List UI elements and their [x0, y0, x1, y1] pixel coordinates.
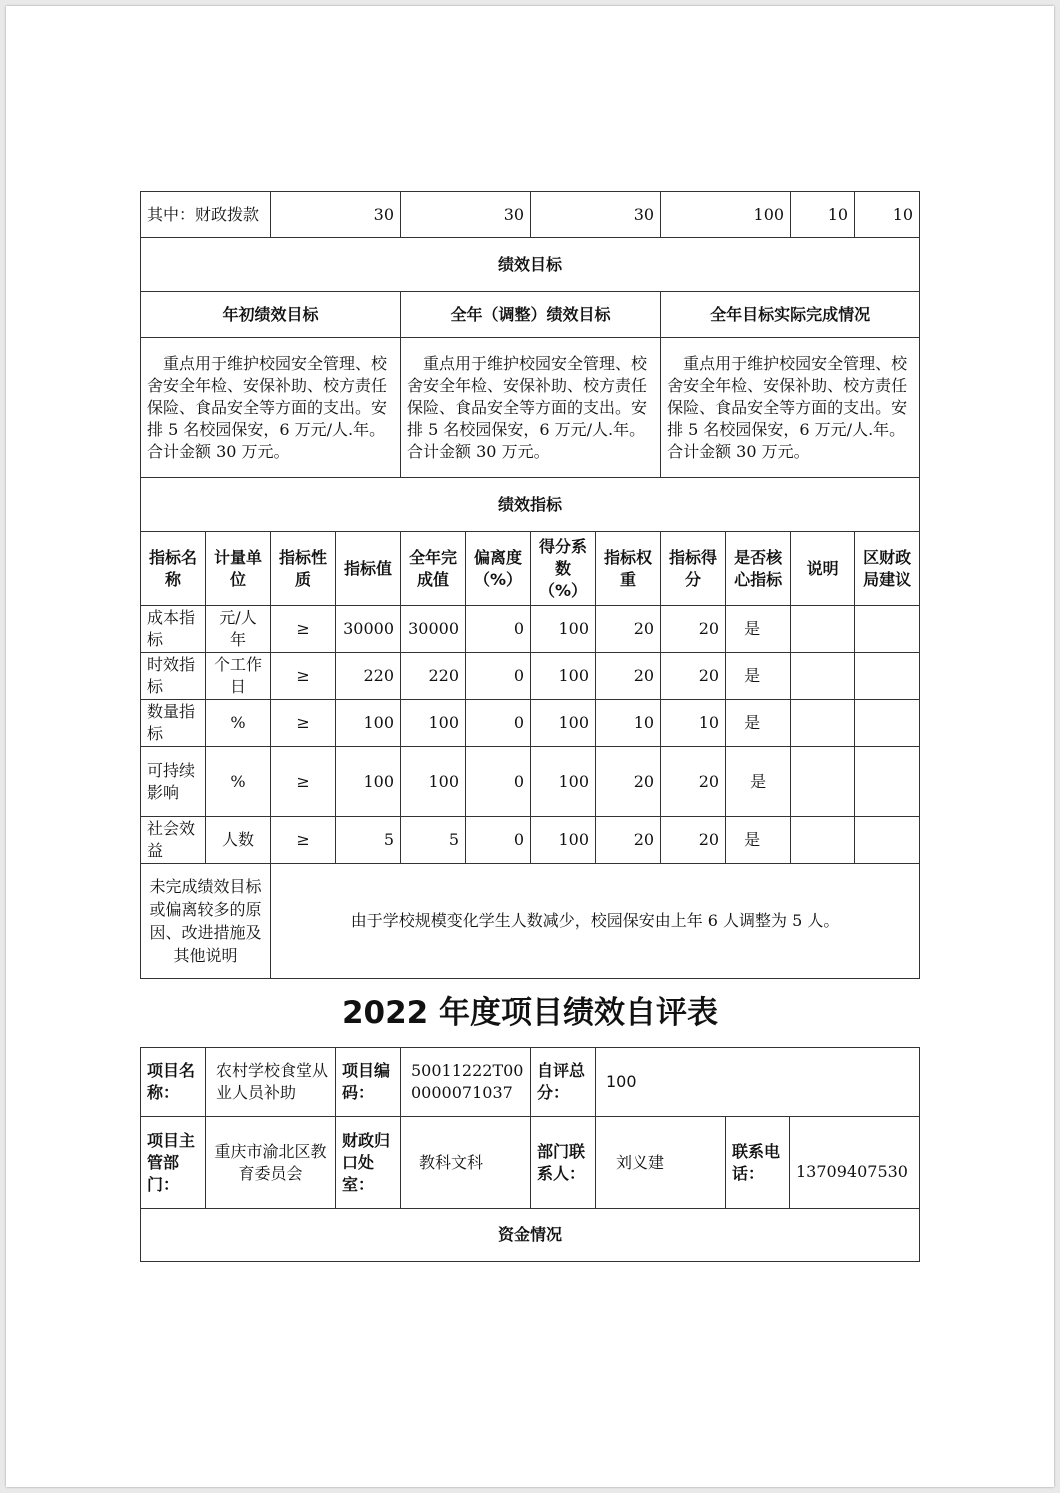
explanation-text: 由于学校规模变化学生人数减少，校园保安由上年 6 人调整为 5 人。 — [271, 864, 920, 979]
section-title-goals: 绩效目标 — [141, 238, 920, 292]
indicator-completed: 5 — [401, 817, 466, 864]
indicator-completed: 100 — [401, 700, 466, 747]
table-row — [141, 700, 920, 747]
indicator-note — [791, 606, 855, 653]
indicator-unit: 个工作日 — [206, 653, 271, 700]
indicator-suggestion — [855, 606, 920, 653]
indicator-header: 指标值 — [336, 532, 401, 606]
goal-text: 重点用于维护校园安全管理、校舍安全年检、安保补助、校方责任保险、食品安全等方面的支出。安排 5 名校园保安，6 万元/人.年。合计金额 30 万元。 — [141, 338, 401, 478]
indicator-deviation: 0 — [466, 653, 531, 700]
indicator-deviation: 0 — [466, 700, 531, 747]
contact-label: 部门联系人： — [531, 1117, 596, 1209]
indicator-unit: 元/人年 — [206, 606, 271, 653]
office-value: 教科文科 — [401, 1117, 531, 1209]
goal-text: 重点用于维护校园安全管理、校舍安全年检、安保补助、校方责任保险、食品安全等方面的支出。安排 5 名校园保安，6 万元/人.年。合计金额 30 万元。 — [661, 338, 920, 478]
dept-label: 项目主管部门： — [141, 1117, 206, 1209]
indicator-score: 20 — [661, 653, 726, 700]
indicator-score: 20 — [661, 747, 726, 817]
indicator-suggestion — [855, 700, 920, 747]
project-name-value: 农村学校食堂从业人员补助 — [206, 1048, 336, 1117]
indicator-nature: ≥ — [271, 700, 336, 747]
indicator-score: 10 — [661, 700, 726, 747]
funding-value: 100 — [661, 192, 791, 238]
indicator-value: 220 — [336, 653, 401, 700]
indicator-deviation: 0 — [466, 747, 531, 817]
indicator-name: 时效指标 — [141, 653, 206, 700]
indicator-note — [791, 747, 855, 817]
explanation-label: 未完成绩效目标或偏离较多的原因、改进措施及其他说明 — [141, 864, 271, 979]
indicator-nature: ≥ — [271, 653, 336, 700]
indicator-nature: ≥ — [271, 747, 336, 817]
table-row — [141, 606, 920, 653]
indicator-suggestion — [855, 817, 920, 864]
funding-value: 10 — [855, 192, 920, 238]
indicator-note — [791, 700, 855, 747]
funding-value: 30 — [531, 192, 661, 238]
indicator-suggestion — [855, 653, 920, 700]
table-row — [141, 817, 920, 864]
indicator-unit: 人数 — [206, 817, 271, 864]
section-title-indicators: 绩效指标 — [141, 478, 920, 532]
indicator-coefficient: 100 — [531, 653, 596, 700]
indicator-core: 是 — [726, 817, 791, 864]
funding-value: 10 — [791, 192, 855, 238]
indicator-header: 指标权重 — [596, 532, 661, 606]
project-code-label: 项目编码： — [336, 1048, 401, 1117]
funding-value: 30 — [401, 192, 531, 238]
indicator-header: 得分系数（%） — [531, 532, 596, 606]
indicator-header: 全年完成值 — [401, 532, 466, 606]
indicator-completed: 100 — [401, 747, 466, 817]
indicator-note — [791, 817, 855, 864]
indicator-header: 是否核心指标 — [726, 532, 791, 606]
funding-label: 其中：财政拨款 — [141, 192, 271, 238]
indicator-core: 是 — [726, 653, 791, 700]
funding-value: 30 — [271, 192, 401, 238]
goal-header: 年初绩效目标 — [141, 292, 401, 338]
indicator-score: 20 — [661, 817, 726, 864]
indicator-weight: 20 — [596, 653, 661, 700]
goal-header: 全年（调整）绩效目标 — [401, 292, 661, 338]
indicator-score: 20 — [661, 606, 726, 653]
indicator-value: 30000 — [336, 606, 401, 653]
indicator-weight: 20 — [596, 817, 661, 864]
self-score-label: 自评总分： — [531, 1048, 596, 1117]
indicator-header-row — [141, 532, 920, 606]
office-label: 财政归口处室： — [336, 1117, 401, 1209]
indicator-core: 是 — [726, 606, 791, 653]
indicator-coefficient: 100 — [531, 747, 596, 817]
indicator-nature: ≥ — [271, 817, 336, 864]
phone-value: 13709407530 — [790, 1117, 920, 1209]
indicator-coefficient: 100 — [531, 817, 596, 864]
indicator-deviation: 0 — [466, 606, 531, 653]
indicator-header: 指标名称 — [141, 532, 206, 606]
indicator-header: 偏离度（%） — [466, 532, 531, 606]
indicator-value: 100 — [336, 700, 401, 747]
indicator-name: 可持续影响 — [141, 747, 206, 817]
indicator-suggestion — [855, 747, 920, 817]
performance-table — [140, 191, 920, 979]
dept-value: 重庆市渝北区教育委员会 — [206, 1117, 336, 1209]
goal-text: 重点用于维护校园安全管理、校舍安全年检、安保补助、校方责任保险、食品安全等方面的支出。安排 5 名校园保安，6 万元/人.年。合计金额 30 万元。 — [401, 338, 661, 478]
indicator-note — [791, 653, 855, 700]
indicator-deviation: 0 — [466, 817, 531, 864]
indicator-completed: 30000 — [401, 606, 466, 653]
indicator-value: 5 — [336, 817, 401, 864]
indicator-completed: 220 — [401, 653, 466, 700]
self-score-value: 100 — [596, 1048, 920, 1117]
indicator-core: 是 — [726, 700, 791, 747]
indicator-weight: 20 — [596, 747, 661, 817]
indicator-weight: 20 — [596, 606, 661, 653]
section-title-funds: 资金情况 — [141, 1209, 920, 1262]
indicator-header: 区财政局建议 — [855, 532, 920, 606]
indicator-coefficient: 100 — [531, 606, 596, 653]
funding-row — [141, 192, 920, 238]
project-code-value: 50011222T000000071037 — [401, 1048, 531, 1117]
indicator-core: 是 — [726, 747, 791, 817]
indicator-nature: ≥ — [271, 606, 336, 653]
indicator-coefficient: 100 — [531, 700, 596, 747]
phone-label: 联系电话： — [726, 1117, 790, 1209]
indicator-header: 指标性质 — [271, 532, 336, 606]
project-info-table — [140, 1047, 920, 1262]
contact-value: 刘义建 — [596, 1117, 726, 1209]
indicator-name: 社会效益 — [141, 817, 206, 864]
indicator-header: 说明 — [791, 532, 855, 606]
indicator-weight: 10 — [596, 700, 661, 747]
table-row — [141, 747, 920, 817]
indicator-header: 指标得分 — [661, 532, 726, 606]
indicator-header: 计量单位 — [206, 532, 271, 606]
project-name-label: 项目名称： — [141, 1048, 206, 1117]
indicator-name: 成本指标 — [141, 606, 206, 653]
indicator-value: 100 — [336, 747, 401, 817]
indicator-name: 数量指标 — [141, 700, 206, 747]
goal-header: 全年目标实际完成情况 — [661, 292, 920, 338]
table-row — [141, 653, 920, 700]
explanation-row — [141, 864, 920, 979]
indicator-unit: % — [206, 747, 271, 817]
page-title: 2022 年度项目绩效自评表 — [341, 995, 719, 1031]
indicator-unit: % — [206, 700, 271, 747]
